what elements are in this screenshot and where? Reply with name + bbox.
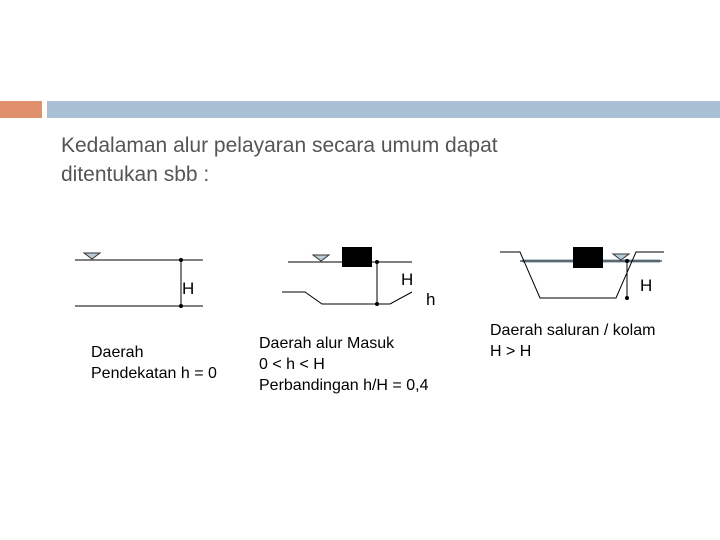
water-level-icon [84, 253, 100, 259]
ship-icon [573, 247, 603, 268]
title-line-1: Kedalaman alur pelayaran secara umum dapat [61, 134, 498, 157]
depth-label-H: H [182, 279, 195, 298]
caption-line: 0 < h < H [259, 356, 325, 373]
caption-line: Perbandingan h/H = 0,4 [259, 377, 429, 394]
caption-line: Pendekatan h = 0 [91, 365, 217, 382]
depth-label-H: H [401, 270, 414, 289]
dimension-dot-top [179, 258, 183, 262]
caption-line: H > H [490, 343, 532, 360]
dimension-dot-top [625, 259, 629, 263]
caption-line: Daerah saluran / kolam [490, 322, 656, 339]
diagram-approach [75, 253, 203, 308]
channel-bed-line [282, 292, 412, 304]
dimension-dot-bottom [375, 302, 379, 306]
dimension-dot-bottom [179, 304, 183, 308]
ship-icon [342, 247, 372, 267]
caption-approach [91, 342, 217, 384]
dimension-dot-top [375, 260, 379, 264]
caption-entrance-channel [259, 333, 428, 396]
caption-basin [490, 320, 655, 362]
depth-label-H: H [640, 276, 653, 295]
water-level-icon [313, 255, 329, 261]
diagram-entrance-channel [282, 247, 435, 309]
caption-line: Daerah [91, 344, 144, 361]
title-line-2: ditentukan sbb : [61, 163, 210, 186]
dimension-dot-bottom [625, 296, 629, 300]
depth-label-h: h [426, 290, 436, 309]
diagram-basin [500, 247, 664, 300]
caption-line: Daerah alur Masuk [259, 335, 395, 352]
